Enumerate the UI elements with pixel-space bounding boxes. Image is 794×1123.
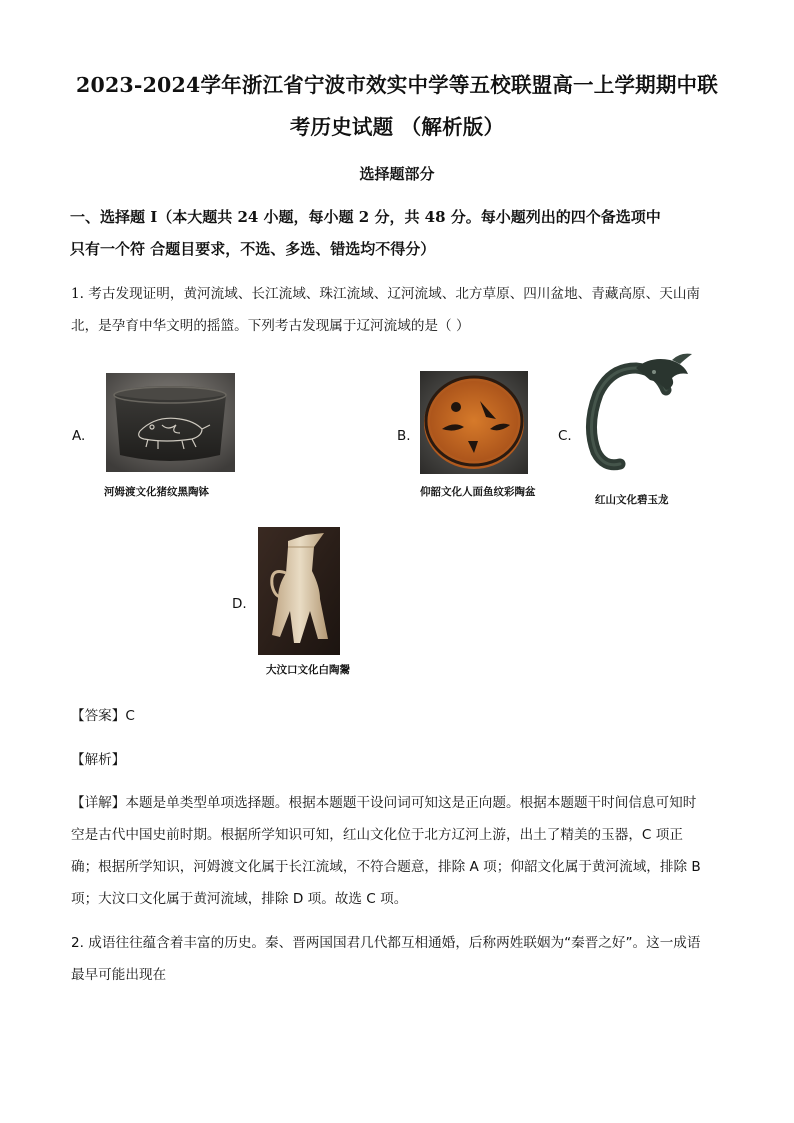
answer-value: C: [125, 708, 135, 724]
section-instructions: [70, 201, 730, 265]
question-1-stem-line-2: 北，是孕育中华文明的摇篮。下列考古发现属于辽河流域的是（ ）: [71, 318, 470, 334]
option-b-caption: 仰韶文化人面鱼纹彩陶盆: [420, 486, 536, 498]
question-1-stem-line-1: 1. 考古发现证明，黄河流域、长江流域、珠江流域、辽河流域、北方草原、四川盆地、青藏高原、天山南: [71, 286, 701, 302]
option-a-label: A.: [72, 428, 86, 444]
option-c-label: C.: [558, 428, 572, 444]
option-b-image: [420, 371, 528, 474]
section-line-2: 只有一个符 合题目要求，不选、多选、错选均不得分）: [70, 240, 436, 258]
detail-line-2: 空是古代中国史前时期。根据所学知识可知，红山文化位于北方辽河上游，出土了精美的玉器，C 项正: [71, 827, 683, 843]
option-d-label: D.: [232, 596, 247, 612]
part-heading: 选择题部分: [359, 165, 435, 183]
document-title-line-1: 2023-2024学年浙江省宁波市效实中学等五校联盟高一上学期期中联: [76, 73, 718, 97]
option-a-image: [106, 373, 235, 472]
analysis-tag: 【解析】: [71, 752, 126, 768]
section-line-1: 一、选择题 I（本大题共 24 小题，每小题 2 分，共 48 分。每小题列出的四个备选项中: [70, 208, 661, 226]
question-2-stem-line-1: 2. 成语往往蕴含着丰富的历史。秦、晋两国国君几代都互相通婚，后称两姓联姻为“秦晋之好”。这一成语: [71, 935, 701, 951]
detail-line-4: 项；大汶口文化属于黄河流域，排除 D 项。故选 C 项。: [71, 891, 408, 907]
option-d-image: [258, 527, 340, 655]
detail-line-1: 【详解】本题是单类型单项选择题。根据本题题干设问词可知这是正向题。根据本题题干时间信息可知时: [71, 795, 697, 811]
jade-dragon-image: [580, 350, 698, 480]
painted-pottery-basin-image: [420, 371, 528, 474]
document-title-line-2: 考历史试题 （解析版）: [289, 115, 505, 139]
option-a-caption: 河姆渡文化猪纹黑陶钵: [104, 486, 209, 498]
detail-explanation: [71, 787, 723, 915]
detail-line-3: 确；根据所学知识，河姆渡文化属于长江流域，不符合题意，排除 A 项；仰韶文化属于黄河流域，排除 B: [71, 859, 701, 875]
answer-tag: 【答案】: [71, 708, 126, 724]
question-1-stem: [71, 278, 723, 342]
answer-line: [71, 700, 723, 732]
white-pottery-gui-image: [258, 527, 340, 655]
option-c-caption: 红山文化碧玉龙: [595, 494, 669, 506]
black-pottery-bowl-image: [106, 373, 235, 472]
question-2-stem-line-2: 最早可能出现在: [71, 967, 167, 983]
option-c-image: [580, 350, 698, 480]
option-d-caption: 大汶口文化白陶鬶: [266, 664, 350, 676]
option-b-label: B.: [397, 428, 411, 444]
question-2-stem: [71, 927, 723, 991]
